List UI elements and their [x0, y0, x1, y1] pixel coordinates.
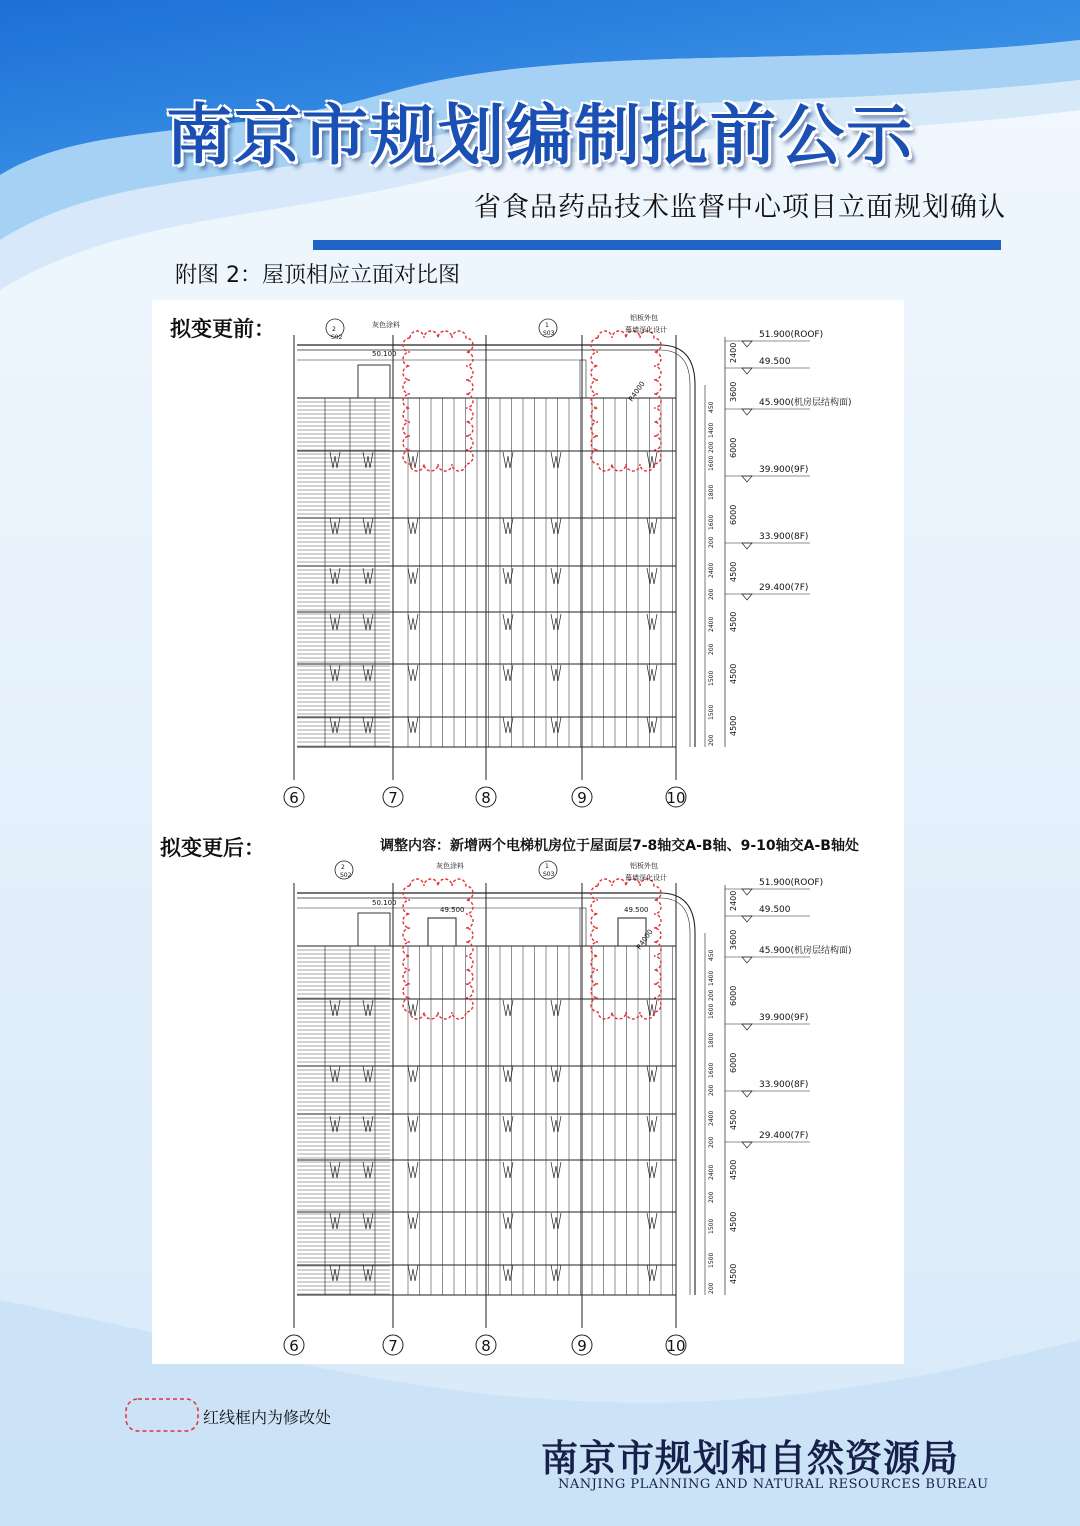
window-symbol — [408, 665, 418, 681]
level-triangle — [742, 1091, 752, 1097]
window-symbol — [363, 1000, 373, 1016]
elevation-drawing-before — [280, 310, 852, 820]
dimension: 1600 — [708, 1062, 715, 1078]
footer-org-name: 南京市规划和自然资源局 — [541, 1436, 959, 1480]
axis-label: 7 — [388, 789, 398, 807]
window-symbol — [330, 1000, 340, 1016]
dimension: 200 — [708, 1282, 715, 1294]
dimension: 6000 — [729, 504, 738, 525]
cladding-note: 铝板外包 — [630, 862, 658, 870]
window-symbol — [408, 1213, 418, 1229]
level-triangle — [742, 1024, 752, 1030]
window-symbol — [647, 452, 657, 468]
dimension: 6000 — [729, 437, 738, 458]
window-symbol — [408, 452, 418, 468]
level-label: 39.900(9F) — [759, 465, 809, 475]
project-subtitle: 省食品药品技术监督中心项目立面规划确认 — [474, 192, 1006, 223]
axis-label: 8 — [481, 1337, 491, 1355]
dimension: 4500 — [729, 1211, 738, 1232]
dimension: 1500 — [708, 1218, 715, 1234]
window-symbol — [408, 717, 418, 733]
dimension: 4500 — [729, 1159, 738, 1180]
window-symbol — [647, 568, 657, 584]
window-symbol — [551, 568, 561, 584]
page-title: 南京市规划编制批前公示 — [166, 96, 914, 174]
level-triangle — [742, 594, 752, 600]
dimension: 1600 — [708, 514, 715, 530]
window-symbol — [408, 1000, 418, 1016]
before-label: 拟变更前： — [170, 317, 275, 341]
curved-corner — [660, 898, 690, 1295]
window-symbol — [363, 568, 373, 584]
level-label: 39.900(9F) — [759, 1013, 809, 1023]
window-symbol — [647, 665, 657, 681]
level-triangle — [742, 341, 752, 347]
revision-cloud — [591, 879, 661, 1019]
dimension: 200 — [708, 1084, 715, 1096]
dimension: 4500 — [729, 611, 738, 632]
window-symbol — [330, 665, 340, 681]
elevation-drawing-after — [280, 858, 852, 1368]
dimension: 1800 — [708, 484, 715, 500]
dimension: 1800 — [708, 1032, 715, 1048]
axis-label: 6 — [289, 1337, 299, 1355]
dimension: 1500 — [708, 670, 715, 686]
dimension: 4500 — [729, 561, 738, 582]
dimension: 200 — [708, 643, 715, 655]
dimension: 3600 — [729, 381, 738, 402]
dimension: 200 — [708, 536, 715, 548]
level-triangle — [742, 957, 752, 963]
dimension: 200 — [708, 441, 715, 453]
roof-level-mark: 50.100 — [372, 899, 397, 907]
window-symbol — [363, 1265, 373, 1281]
window-symbol — [551, 614, 561, 630]
level-label: 49.500 — [759, 905, 791, 915]
window-symbol — [330, 1116, 340, 1132]
window-symbol — [551, 1000, 561, 1016]
level-label: 29.400(7F) — [759, 583, 809, 593]
window-symbol — [408, 1116, 418, 1132]
window-symbol — [647, 614, 657, 630]
level-triangle — [742, 368, 752, 374]
figure-title: 附图 2：屋顶相应立面对比图 — [175, 263, 460, 288]
window-symbol — [551, 1066, 561, 1082]
level-triangle — [742, 543, 752, 549]
callout-num-left: 2 — [332, 326, 336, 333]
dimension: 6000 — [729, 1052, 738, 1073]
legend-text: 红线框内为修改处 — [203, 1408, 332, 1427]
dimension: 450 — [708, 949, 715, 961]
window-symbol — [551, 452, 561, 468]
window-symbol — [551, 1162, 561, 1178]
axis-label: 6 — [289, 789, 299, 807]
callout-ref-right: S03 — [543, 871, 555, 878]
material-note: 灰色涂料 — [436, 862, 464, 870]
machine-room-level-left: 49.500 — [440, 906, 465, 914]
window-symbol — [330, 568, 340, 584]
roof-element — [580, 360, 586, 398]
level-triangle — [742, 476, 752, 482]
revision-cloud — [591, 331, 661, 471]
dimension: 200 — [708, 1136, 715, 1148]
window-symbol — [408, 518, 418, 534]
title-divider — [313, 240, 1001, 250]
dimension: 1400 — [708, 970, 715, 986]
dimension: 6000 — [729, 985, 738, 1006]
window-symbol — [551, 1213, 561, 1229]
stair-core — [358, 913, 390, 946]
dimension: 4500 — [729, 1109, 738, 1130]
window-symbol — [551, 717, 561, 733]
dimension: 200 — [708, 734, 715, 746]
callout-ref-right: S03 — [543, 330, 555, 337]
callout-ref-left: S02 — [340, 872, 352, 879]
axis-label: 10 — [666, 789, 686, 807]
window-symbol — [330, 717, 340, 733]
roof-level-mark: 50.100 — [372, 350, 397, 358]
level-triangle — [742, 916, 752, 922]
axis-label: 9 — [577, 789, 587, 807]
level-label: 45.900(机房层结构面) — [759, 398, 852, 408]
callout-num-left: 2 — [341, 864, 345, 871]
design-note: 幕墙深化设计 — [625, 874, 667, 882]
axis-label: 9 — [577, 1337, 587, 1355]
window-symbol — [551, 518, 561, 534]
drawing-annotations — [289, 861, 851, 1355]
dimension: 4500 — [729, 715, 738, 736]
window-symbol — [551, 1116, 561, 1132]
stair-core — [358, 365, 390, 398]
window-symbol — [551, 665, 561, 681]
level-label: 29.400(7F) — [759, 1131, 809, 1141]
dimension: 4500 — [729, 1263, 738, 1284]
dimension: 3600 — [729, 929, 738, 950]
level-label: 45.900(机房层结构面) — [759, 946, 852, 956]
curved-corner — [660, 350, 690, 747]
axis-label: 8 — [481, 789, 491, 807]
level-label: 49.500 — [759, 357, 791, 367]
window-symbol — [647, 518, 657, 534]
level-triangle — [742, 409, 752, 415]
window-symbol — [551, 1265, 561, 1281]
after-label: 拟变更后： — [160, 836, 265, 860]
dimension: 2400 — [729, 890, 738, 911]
callout-num-right: 1 — [545, 863, 549, 870]
level-label: 33.900(8F) — [759, 532, 809, 542]
window-symbol — [408, 1066, 418, 1082]
level-label: 33.900(8F) — [759, 1080, 809, 1090]
level-label: 51.900(ROOF) — [759, 330, 824, 340]
drawing-annotations — [289, 313, 851, 807]
radius-mark: R4000 — [635, 927, 655, 952]
window-symbol — [408, 614, 418, 630]
dimension: 450 — [708, 401, 715, 413]
window-symbol — [408, 568, 418, 584]
elevator-machine-room — [428, 918, 456, 946]
window-symbol — [363, 1213, 373, 1229]
dimension: 2400 — [729, 342, 738, 363]
window-symbol — [647, 1213, 657, 1229]
dimension: 1500 — [708, 1252, 715, 1268]
revision-cloud — [403, 331, 473, 471]
window-symbol — [647, 1000, 657, 1016]
dimension: 200 — [708, 989, 715, 1001]
axis-label: 7 — [388, 1337, 398, 1355]
callout-num-right: 1 — [545, 322, 549, 329]
cladding-note: 铝板外包 — [630, 314, 658, 322]
window-symbol — [647, 1066, 657, 1082]
window-symbol — [363, 1116, 373, 1132]
dimension: 200 — [708, 1191, 715, 1203]
adjustment-note: 调整内容：新增两个电梯机房位于屋面层7-8轴交A-B轴、9-10轴交A-B轴处 — [380, 838, 859, 854]
window-symbol — [647, 1265, 657, 1281]
footer-org-name-en: NANJING PLANNING AND NATURAL RESOURCES BUREAU — [558, 1477, 989, 1492]
dimension: 1600 — [708, 1003, 715, 1019]
dimension: 200 — [708, 588, 715, 600]
revision-cloud — [403, 879, 473, 1019]
dimension: 2400 — [708, 1164, 715, 1180]
window-symbol — [408, 1162, 418, 1178]
dimension: 2400 — [708, 616, 715, 632]
design-note: 幕墙深化设计 — [625, 326, 667, 334]
machine-room-level-right: 49.500 — [624, 906, 649, 914]
dimension: 2400 — [708, 1110, 715, 1126]
window-symbol — [330, 452, 340, 468]
level-triangle — [742, 889, 752, 895]
window-symbol — [363, 665, 373, 681]
dimension: 1400 — [708, 422, 715, 438]
window-symbol — [363, 452, 373, 468]
dimension: 1500 — [708, 704, 715, 720]
axis-label: 10 — [666, 1337, 686, 1355]
material-note: 灰色涂料 — [372, 321, 400, 329]
window-symbol — [647, 1162, 657, 1178]
window-symbol — [330, 1265, 340, 1281]
window-symbol — [408, 1265, 418, 1281]
window-symbol — [363, 717, 373, 733]
window-symbol — [647, 717, 657, 733]
dimension: 2400 — [708, 562, 715, 578]
level-triangle — [742, 1142, 752, 1148]
radius-mark: R4000 — [627, 379, 647, 404]
window-symbol — [330, 1213, 340, 1229]
roof-element — [580, 908, 586, 946]
revision-cloud-swatch — [124, 1397, 200, 1433]
window-symbol — [647, 1116, 657, 1132]
level-label: 51.900(ROOF) — [759, 878, 824, 888]
dimension: 1600 — [708, 455, 715, 471]
dimension: 4500 — [729, 663, 738, 684]
callout-ref-left: S02 — [331, 334, 343, 341]
